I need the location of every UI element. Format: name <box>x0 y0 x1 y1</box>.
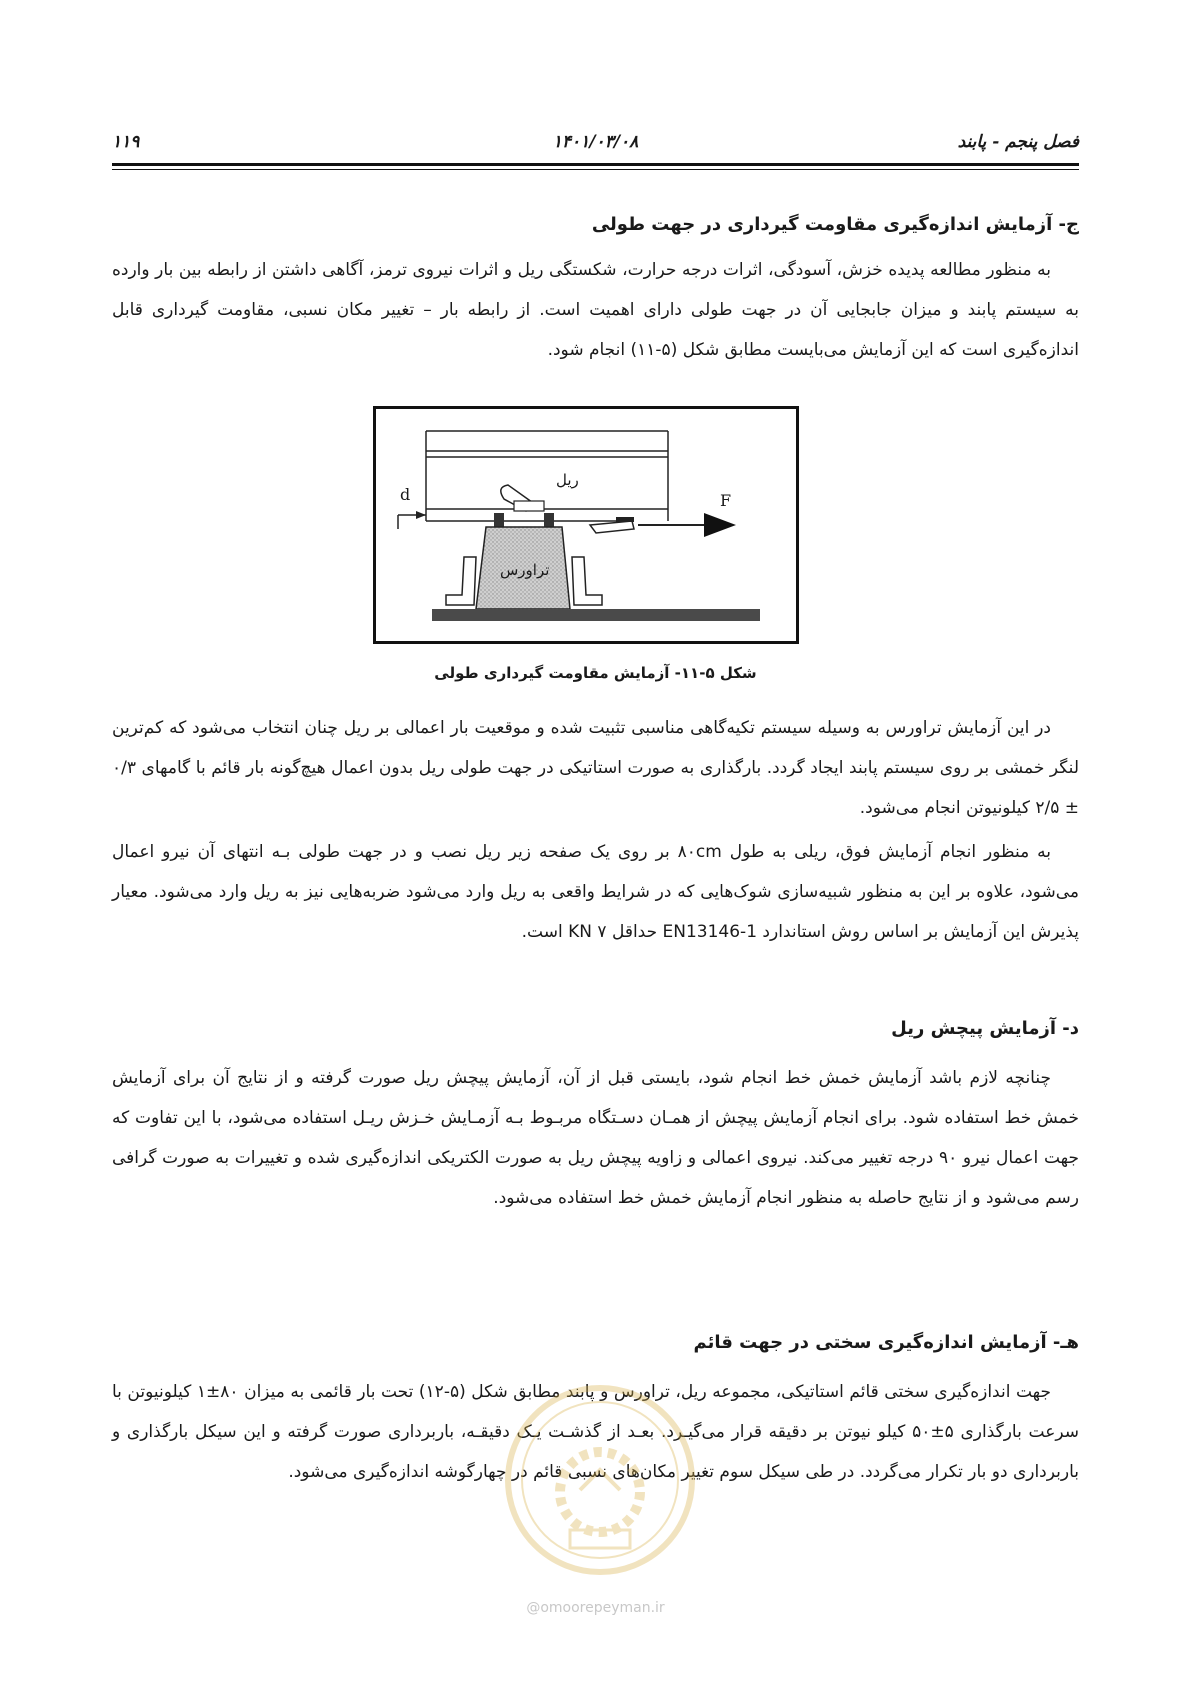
paragraph: چنانچه لازم باشد آزمایش خمش خط انجام شود، بایستی قبل از آن، آزمایش پیچش ریل صورت گرفته و از نتایج آن برای آزمایش خمش خط استفاده شود. برای انجام آزمایش پیچش از همـان دسـتگاه مربـوط بـه آزمـایش خـزش ریـل استفاده می‌شود، با این تفاوت که جهت اعمال نیرو ۹۰ درجه تغییر می‌کند. نیروی اعمالی و زاویه پیچش ریل به صورت الکتریکی اندازه‌گیری شده و تغییرات به صورت گرافی رسم می‌شود و از نتایج حاصله به منظور انجام آزمایش خمش خط استفاده می‌شود. <box>112 1068 1079 1208</box>
label-rail: ریل <box>556 471 579 489</box>
paragraph: به منظور انجام آزمایش فوق، ریلی به طول ۸۰cm بر روی یک صفحه زیر ریل نصب و در جهت طولی بـه انتهای آن نیرو اعمال می‌شود، علاوه بر این به منظور شبیه‌سازی شوک‌هایی که در شرایط واقعی به ریل وارد می‌شود ضربه‌هایی نیز به ریل وارد می‌شود. معیار پذیرش این آزمایش بر اساس روش استاندارد EN13146-1 حداقل ۷ KN است. <box>112 842 1079 942</box>
label-d: d <box>400 485 411 504</box>
clip-base <box>514 501 544 511</box>
force-arrowhead <box>704 513 736 537</box>
pulling-plate <box>590 521 634 533</box>
chapter-title: فصل پنجم - پابند <box>957 132 1079 152</box>
watermark-seal <box>500 1380 700 1580</box>
section-d <box>112 1014 1079 1218</box>
paragraph: جهت اندازه‌گیری سختی قائم استاتیکی، مجموعه ریل، تراورس و پابند مطابق شکل (۵-۱۲) تحت بار قائمی به میزان ۸۰±۱ کیلونیوتن با سرعت بارگذاری ۵±۵۰ کیلو نیوتن بر دقیقه قرار می‌گیـرد. بعـد از گذشـت یـک دقیقـه، باربرداری صورت گرفته و این سیکل بارگذاری و باربرداری دو بار تکرار می‌گردد. در طی سیکل سوم تغییر مکان‌های نسبی قائم در چهارگوشه اندازه‌گیری می‌شود. <box>112 1382 1079 1482</box>
section-heading: د- آزمایش پیچش ریل <box>891 1018 1079 1039</box>
page-number: ۱۱۹ <box>112 132 140 152</box>
base-plate <box>432 609 760 621</box>
pad-left <box>494 513 504 527</box>
paragraph: به منظور مطالعه پدیده خزش، آسودگی، اثرات درجه حرارت، شکستگی ریل و اثرات نیروی ترمز، آگاهی داشتن از رابطه بین بار وارده به سیستم پابند و میزان جابجایی آن در جهت طولی دارای اهمیت است. از رابطه بار – تغییر مکان نسبی، مقاومت گیرداری قابل اندازه‌گیری است که این آزمایش می‌بایست مطابق شکل (۵-۱۱) انجام شود. <box>112 260 1079 360</box>
section-j-continued <box>112 708 1079 952</box>
page-header <box>112 132 1079 162</box>
test-setup-diagram <box>376 409 796 641</box>
header-date: ۱۴۰۱/۰۳/۰۸ <box>552 132 639 152</box>
figure-longitudinal-restraint <box>373 406 799 644</box>
figure-caption: شکل ۵-۱۱- آزمایش مقاومت گیرداری طولی <box>434 664 757 682</box>
support-left <box>446 557 476 605</box>
support-right <box>572 557 602 605</box>
label-f: F <box>720 491 732 510</box>
label-sleeper: تراورس <box>500 561 550 579</box>
section-j <box>112 210 1079 370</box>
watermark-url: @omoorepeyman.ir <box>526 1600 665 1616</box>
header-rule-thick <box>112 163 1079 166</box>
section-heading: ج- آزمایش اندازه‌گیری مقاومت گیرداری در جهت طولی <box>591 214 1079 235</box>
header-rule-thin <box>112 169 1079 170</box>
section-heading: هـ- آزمایش اندازه‌گیری سختی در جهت قائم <box>693 1332 1079 1353</box>
paragraph: در این آزمایش تراورس به وسیله سیستم تکیه‌گاهی مناسبی تثبیت شده و موقعیت بار اعمالی بر ریل چنان انتخاب می‌شود که کم‌ترین لنگر خمشی بر روی سیستم پابند ایجاد گردد. بارگذاری به صورت استاتیکی در جهت طولی ریل بدون اعمال هیچ‌گونه بار قائم با گامهای ۰/۳ ± ۲/۵ کیلونیوتن انجام می‌شود. <box>112 718 1079 818</box>
gauge-arrowhead <box>416 511 426 519</box>
pulling-clamp <box>616 517 634 522</box>
pad-right <box>544 513 554 527</box>
